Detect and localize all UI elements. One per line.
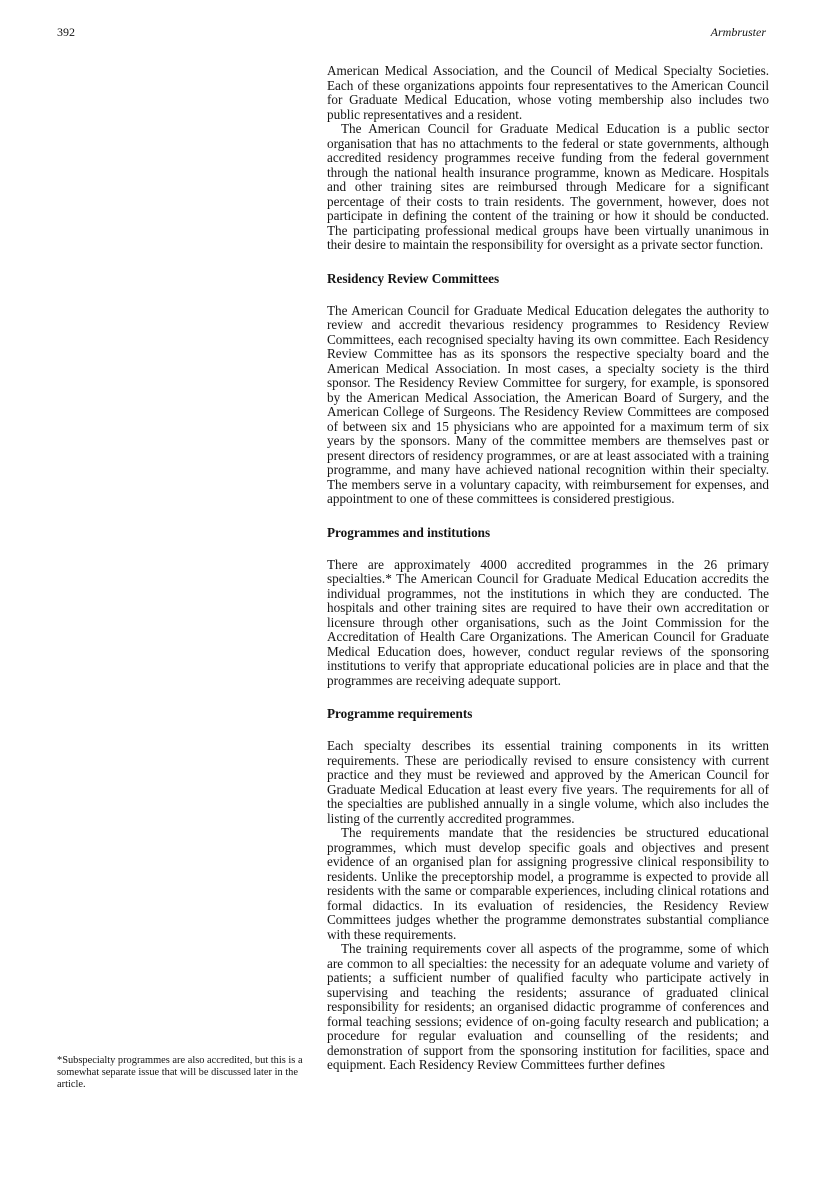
paragraph-acgme-public-sector: The American Council for Graduate Medical Education is a public sector organisation that has no attachments to the federal or state governments, although accredited residency programmes receive funding from the federal government through the national health insurance programme, known as Medicare. Hospitals and other training sites are reimbursed through Medicare for a significant percentage of their costs to train residents. The government, however, does not participate in defining the content of the training or how it should be conducted. The participating professional medical groups have been virtually unanimous in their desire to maintain the responsibility for oversight as a private sector function. — [327, 121, 769, 252]
paragraph-rrc: The American Council for Graduate Medical Education delegates the authority to review and accredit thevarious residency programmes to Residency Review Committees, each recognised specialty having its own committee. Each Residency Review Committee has as its sponsors the respective specialty board and the American Medical Association. In most cases, a specialty society is the third sponsor. The Residency Review Committee for surgery, for example, is sponsored by the American Medical Association, the American Board of Surgery, and the American College of Surgeons. The Residency Review Committees are composed of between six and 15 physicians who are appointed for a maximum term of six years by the sponsors. Many of the committee members are themselves past or present directors of residency programmes, or are at least associated with a training programme, and many have achieved national recognition within their specialty. The members serve in a voluntary capacity, with reimbursement for expenses, and appointment to one of these committees is considered prestigious. — [327, 302, 769, 506]
heading-programme-requirements: Programme requirements — [327, 706, 473, 721]
heading-residency-review-committees: Residency Review Committees — [327, 270, 500, 286]
paragraph-requirements: Each specialty describes its essential training components in its written requirements. These are periodically revised to ensure consistency with current practice and they must be reviewed and approved by the American Council for Graduate Medical Education at least every five years. The requirements for all of the specialties are published annually in a single volume, which also includes the listing of the currently accredited programmes. — [327, 738, 769, 826]
paragraph-mandate: The requirements mandate that the residencies be structured educational programmes, which must develop specific goals and objectives and present evidence of an organised plan for assigning progressive clinical responsibility to residents. Unlike the preceptorship model, a programme is expected to provide all residents with the same or comparable experiences, including clinical rotations and formal didactics. In its evaluation of residencies, the Residency Review Committees judges whether the programme demonstrates substantial compliance with these requirements. — [327, 825, 769, 942]
main-column — [327, 64, 769, 1073]
heading-programmes-institutions: Programmes and institutions — [327, 524, 491, 540]
paragraph-programmes: There are approximately 4000 accredited programmes in the 26 primary specialties.* The American Council for Graduate Medical Education accredits the individual programmes, not the institutions in which they are conducted. The hospitals and other training sites are required to have their own accreditation or licensure through other organisations, such as the Joint Commission for the Accreditation of Health Care Organizations. The American Council for Graduate Medical Education does, however, conduct regular reviews of the sponsoring institutions to verify that appropriate educational policies are in place and that the programmes are receiving adequate support. — [327, 556, 769, 688]
running-head: Armbruster — [710, 25, 766, 39]
paragraph-training-requirements: The training requirements cover all aspects of the programme, some of which are common to all specialties: the necessity for an adequate volume and variety of patients; a sufficient number of qualified faculty who participate actively in supervising and teaching the residents; assurance of graduated clinical responsibility for residents; an organised didactic programme of conferences and formal teaching sessions; evidence of on-going faculty research and publication; a procedure for regular evaluation and counselling of the residents; and demonstration of support from the sponsoring institution for facilities, space and equipment. Each Residency Review Committees further defines — [327, 941, 769, 1072]
paragraph-continuation: American Medical Association, and the Council of Medical Specialty Societies. Each of these organizations appoints four representatives to the American Council for Graduate Medical Education, whose voting membership also includes two public representatives and a resident. — [327, 63, 769, 122]
page-number: 392 — [57, 25, 75, 39]
footnote: *Subspecialty programmes are also accredited, but this is a somewhat separate issue that will be discussed later in the article. — [57, 1055, 303, 1090]
